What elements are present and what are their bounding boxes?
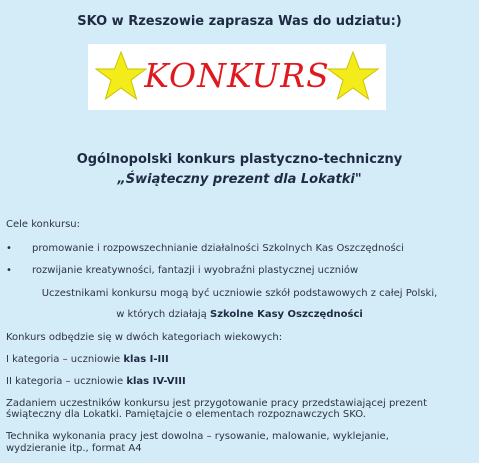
categories-intro: Konkurs odbędzie się w dwóch kategoriach wiekowych: [6,332,283,343]
banner-title: KONKURS [144,56,330,95]
participants-line: Uczestnikami konkursu mogą być uczniowie szkół podstawowych z całej Polski, [41,288,438,299]
participants-emphasis: Szkolne Kasy Oszczędności [210,309,363,320]
goals-label: Cele konkursu: [6,219,80,230]
goal-item: rozwijanie kreatywności, fantazji i wyobraźni plastycznej uczniów [32,265,359,276]
category-line [6,376,186,387]
category-line [6,354,169,365]
konkurs-banner [88,44,386,110]
participants-text: w których działają [116,309,210,320]
contest-subheading: „Świąteczny prezent dla Lokatki" [117,172,362,187]
technique-line: Technika wykonania pracy jest dowolna – rysowanie, malowanie, wyklejanie, [6,431,389,442]
contest-heading: Ogólnopolski konkurs plastyczno-techniczny [76,152,403,167]
goal-item: promowanie i rozpowszechnianie działalności Szkolnych Kas Oszczędności [32,243,404,254]
category-emphasis: klas I-III [123,354,169,365]
technique-line: wydzieranie itp., format A4 [6,443,142,454]
task-line: świąteczny dla Lokatki. Pamiętajcie o elementach rozpoznawczych SKO. [6,409,366,420]
bullet-icon: • [6,243,12,254]
category-text: I kategoria – uczniowie [6,354,124,365]
category-emphasis: klas IV-VIII [126,376,186,387]
invitation-line: SKO w Rzeszowie zaprasza Was do udziatu:) [77,14,402,29]
task-line: Zadaniem uczestników konkursu jest przygotowanie pracy przedstawiającej prezent [6,398,428,409]
category-text: II kategoria – uczniowie [6,376,127,387]
bullet-icon: • [6,265,12,276]
star-icon [326,50,380,104]
participants-line [0,309,479,320]
